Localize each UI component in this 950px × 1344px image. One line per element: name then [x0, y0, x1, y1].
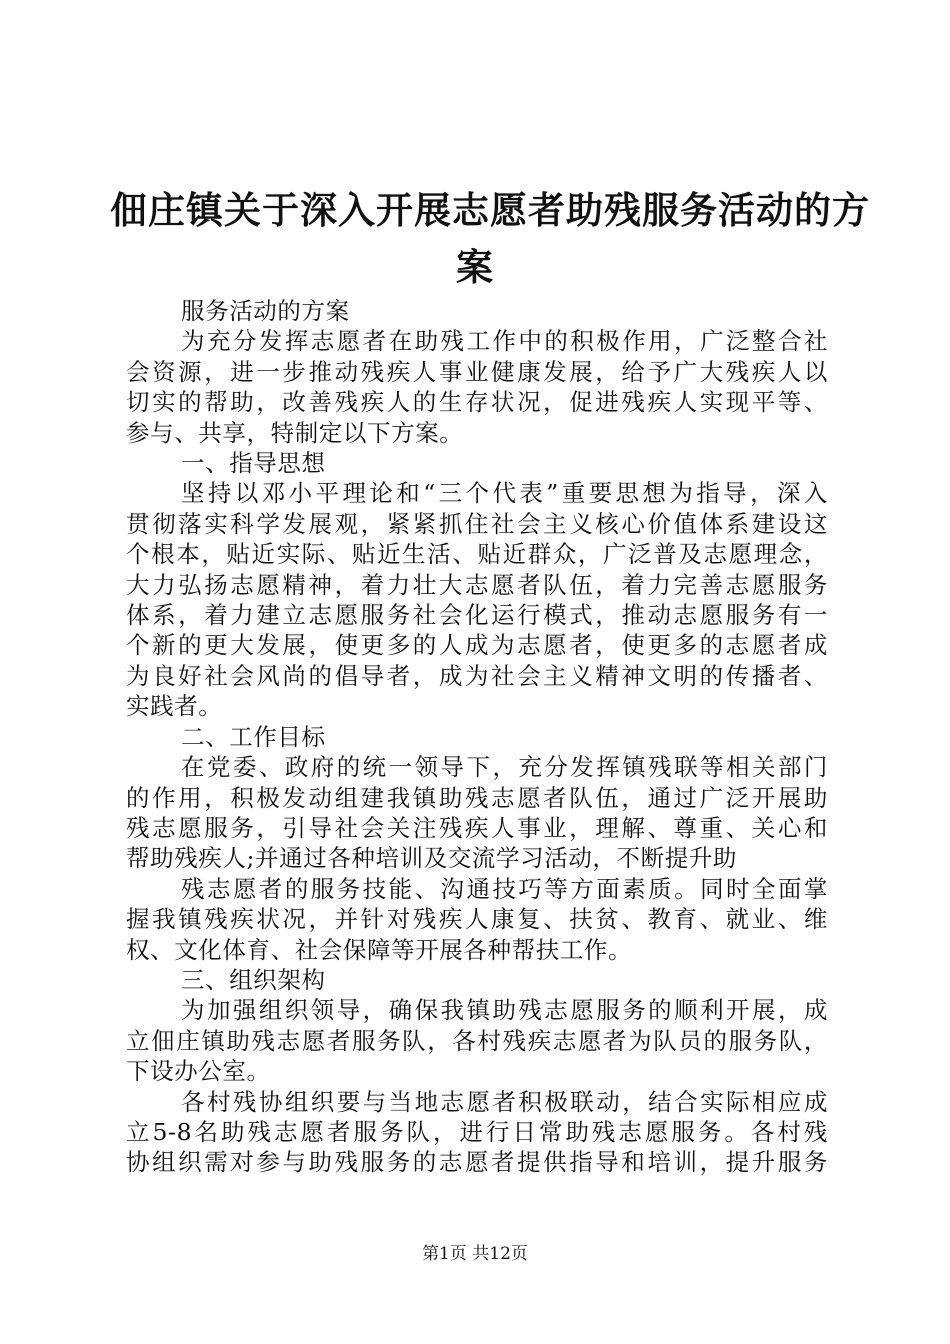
paragraph-line: 权、文化体育、社会保障等开展各种帮扶工作。: [126, 935, 633, 964]
paragraph-line: 为充分发挥志愿者在助残工作中的积极作用，广泛整合社: [181, 327, 828, 356]
paragraph-line: 协组织需对参与助残服务的志愿者提供指导和培训，提升服务: [126, 1148, 828, 1177]
paragraph-line: 的作用，积极发动组建我镇助残志愿者队伍，通过广泛开展助: [126, 783, 828, 812]
paragraph-line: 各村残协组织要与当地志愿者积极联动，结合实际相应成: [181, 1087, 828, 1116]
document-title-line-2: 案: [456, 245, 494, 289]
paragraph-line: 立5-8名助残志愿者服务队，进行日常助残志愿服务。各村残: [126, 1117, 828, 1146]
paragraph-line: 下设办公室。: [126, 1057, 271, 1086]
paragraph-line: 个根本，贴近实际、贴近生活、贴近群众，广泛普及志愿理念，: [126, 540, 828, 569]
paragraph-line: 残志愿者的服务技能、沟通技巧等方面素质。同时全面掌: [181, 874, 828, 903]
section-heading: 一、指导思想: [181, 449, 326, 478]
paragraph-line: 大力弘扬志愿精神，着力壮大志愿者队伍，着力完善志愿服务: [126, 570, 828, 599]
paragraph-line: 参与、共享，特制定以下方案。: [126, 418, 464, 447]
paragraph-line: 帮助残疾人;并通过各种培训及交流学习活动，不断提升助: [126, 844, 738, 873]
paragraph-line: 个新的更大发展，使更多的人成为志愿者，使更多的志愿者成: [126, 631, 828, 660]
paragraph-line: 为加强组织领导，确保我镇助残志愿服务的顺利开展，成: [181, 996, 828, 1025]
document-body: [126, 296, 828, 1178]
paragraph-line: 在党委、政府的统一领导下，充分发挥镇残联等相关部门: [181, 753, 828, 782]
paragraph-line: 实践者。: [126, 692, 223, 721]
paragraph-line: 坚持以邓小平理论和“三个代表”重要思想为指导，深入: [181, 479, 828, 508]
paragraph-line: 残志愿服务，引导社会关注残疾人事业，理解、尊重、关心和: [126, 813, 828, 842]
paragraph-line: 体系，着力建立志愿服务社会化运行模式，推动志愿服务有一: [126, 601, 828, 630]
paragraph-line: 为良好社会风尚的倡导者，成为社会主义精神文明的传播者、: [126, 661, 828, 690]
paragraph-line: 立佃庄镇助残志愿者服务队，各村残疾志愿者为队员的服务队，: [126, 1026, 828, 1055]
paragraph-line: 会资源，进一步推动残疾人事业健康发展，给予广大残疾人以: [126, 357, 828, 386]
section-heading: 二、工作目标: [181, 722, 326, 751]
subtitle: 服务活动的方案: [181, 297, 350, 325]
page-number: 第1页 共12页: [422, 1244, 528, 1264]
paragraph-line: 贯彻落实科学发展观，紧紧抓住社会主义核心价值体系建设这: [126, 509, 828, 538]
paragraph-line: 握我镇残疾状况，并针对残疾人康复、扶贫、教育、就业、维: [126, 905, 828, 934]
paragraph-line: 切实的帮助，改善残疾人的生存状况，促进残疾人实现平等、: [126, 388, 828, 417]
document-title-line-1: 佃庄镇关于深入开展志愿者助残服务活动的方: [110, 188, 870, 232]
section-heading: 三、组织架构: [181, 965, 326, 994]
